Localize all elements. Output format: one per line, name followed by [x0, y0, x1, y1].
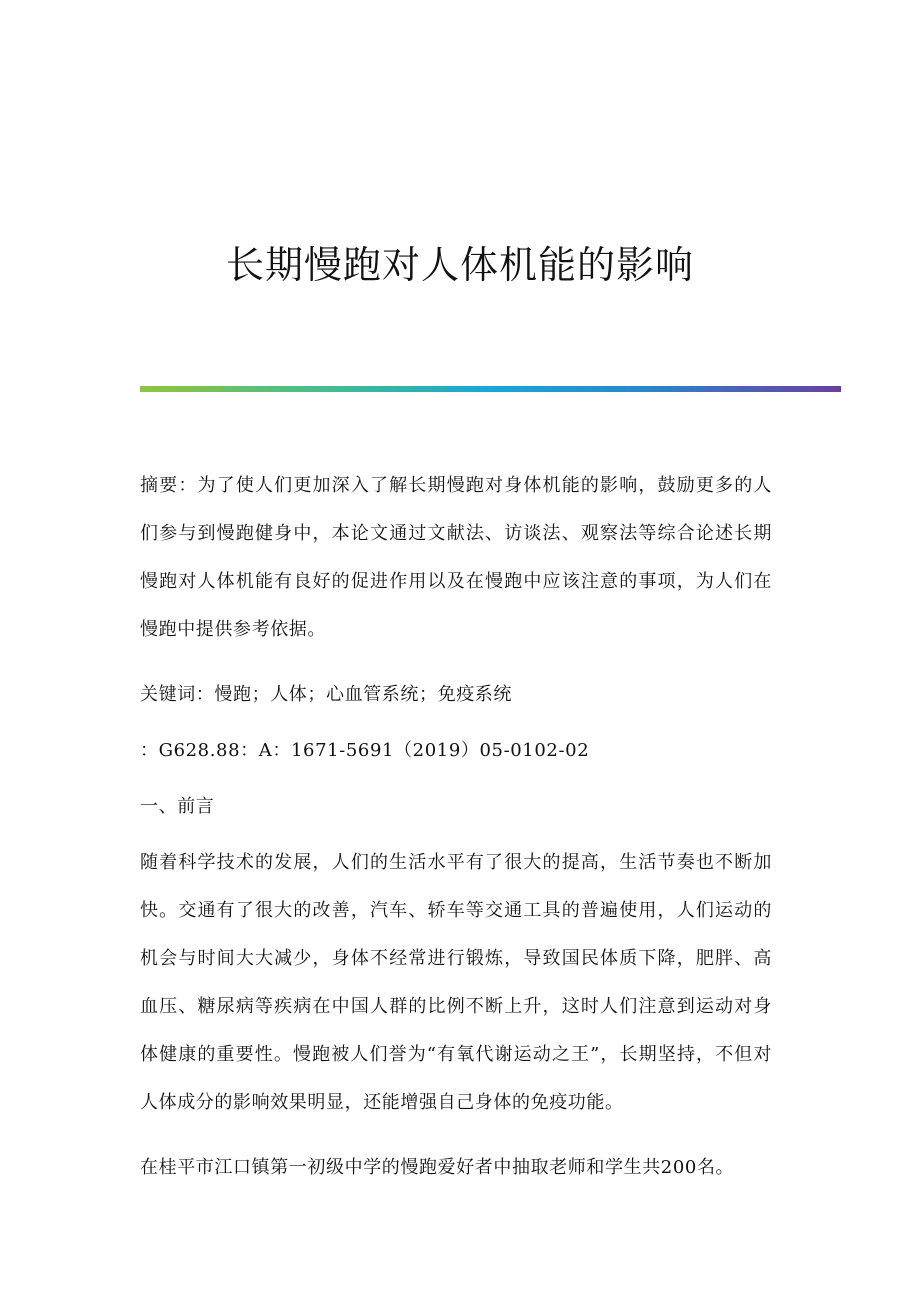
paper-body	[140, 462, 772, 1209]
sample-paragraph: 在桂平市江口镇第一初级中学的慢跑爱好者中抽取老师和学生共200名。	[140, 1157, 735, 1178]
title-divider-bar	[140, 386, 841, 392]
classification-line: ：G628.88：A：1671-5691（2019）05-0102-02	[140, 740, 590, 761]
abstract-paragraph: 摘要：为了使人们更加深入了解长期慢跑对身体机能的影响，鼓励更多的人们参与到慢跑健身中，本论文通过文献法、访谈法、观察法等综合论述长期慢跑对人体机能有良好的促进作用以及在慢跑中应该注意的事项，为人们在慢跑中提供参考依据。	[140, 475, 772, 640]
intro-paragraph: 随着科学技术的发展，人们的生活水平有了很大的提高，生活节奏也不断加快。交通有了很大的改善，汽车、轿车等交通工具的普遍使用，人们运动的机会与时间大大减少，身体不经常进行锻炼，导致国民体质下降，肥胖、高血压、糖尿病等疾病在中国人群的比例不断上升，这时人们注意到运动对身体健康的重要性。慢跑被人们誉为“有氧代谢运动之王”，长期坚持，不但对人体成分的影响效果明显，还能增强自己身体的免疫功能。	[140, 852, 772, 1113]
keywords-line: 关键词：慢跑；人体；心血管系统；免疫系统	[140, 684, 512, 705]
section-heading-preface: 一、前言	[140, 796, 215, 817]
paper-title: 长期慢跑对人体机能的影响	[225, 243, 694, 288]
